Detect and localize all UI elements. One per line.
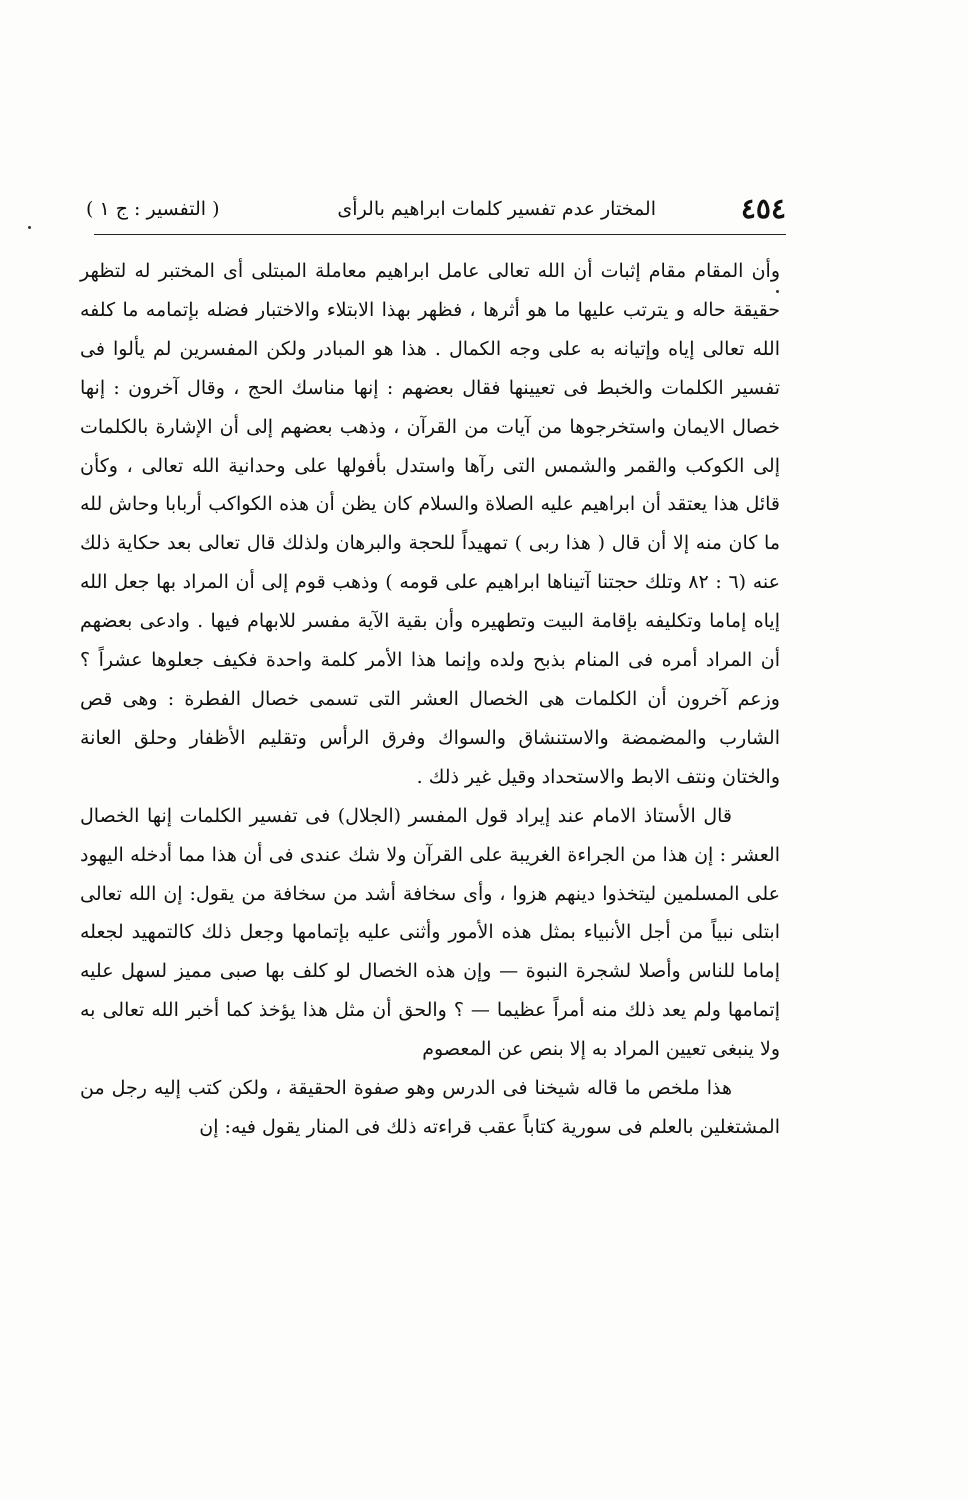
paragraph: هذا ملخص ما قاله شيخنا فى الدرس وهو صفوة الحقيقة ، ولكن كتب إليه رجل من المشتغلين بالعلم فى سورية كتاباً عقب قراءته ذلك فى المنار يقول فيه: إن (80, 1077, 780, 1138)
scan-speck (28, 226, 31, 229)
paragraph: وأن المقام مقام إثبات أن الله تعالى عامل ابراهيم معاملة المبتلى أى المختبر له لتظهر حقيقة حاله و يترتب عليها ما هو أثرها ، فظهر بهذا الابتلاء والاختبار فضله بإتمامه ما كلفه الله تعالى إياه وإتيانه به على وجه الكمال . هذا هو المبادر ولكن المفسرين لم يألوا فى تفسير الكلمات والخبط فى تعيينها فقال بعضهم : إنها مناسك الحج ، وقال آخرون : إنها خصال الايمان واستخرجوها من آيات من القرآن ، وذهب بعضهم إلى أن الإشارة بالكلمات إلى الكوكب والقمر والشمس التى رآها واستدل بأفولها على وحدانية الله تعالى ، وكأن قائل هذا يعتقد أن ابراهيم عليه الصلاة والسلام كان يظن أن هذه الكواكب أربابا وحاش لله ما كان منه إلا أن قال ( هذا ربى ) تمهيداً للحجة والبرهان ولذلك قال تعالى بعد حكاية ذلك عنه (٦ : ٨٢ وتلك حجتنا آتيناها ابراهيم على قومه ) وذهب قوم إلى أن المراد بها جعل الله إياه إماما وتكليفه بإقامة البيت وتطهيره وأن بقية الآية مفسر للابهام فيها . وادعى بعضهم أن المراد أمره فى المنام بذبح ولده وإنما هذا الأمر كلمة واحدة فكيف جعلوها عشراً ؟ وزعم آخرون أن الكلمات هى الخصال العشر التى تسمى خصال الفطرة : وهى قص الشارب والمضمضة والاستنشاق والسواك وفرق الرأس وتقليم الأظفار وحلق العانة والختان ونتف الابط والاستحداد وقيل غير ذلك . (80, 260, 780, 788)
page-number: ٤٥٤ (740, 192, 786, 225)
scan-speck (776, 290, 779, 293)
paragraph: قال الأستاذ الامام عند إيراد قول المفسر (الجلال) فى تفسير الكلمات إنها الخصال العشر : إن هذا من الجراءة الغريبة على القرآن ولا شك عندى فى أن هذا مما أدخله اليهود على المسلمين ليتخذوا دينهم هزوا ، وأى سخافة أشد من سخافة من يقول: إن الله تعالى ابتلى نبياً من أجل الأنبياء بمثل هذه الأمور وأثنى عليه بإتمامها وجعل ذلك كالتمهيد لجعله إماما للناس وأصلا لشجرة النبوة — وإن هذه الخصال لو كلف بها صبى مميز لسهل عليه إتمامها ولم يعد ذلك منه أمراً عظيما — ؟ والحق أن مثل هذا يؤخذ كما أخبر الله تعالى به ولا ينبغى تعيين المراد به إلا بنص عن المعصوم (80, 804, 780, 1061)
section-reference: ( التفسير : ج ١ ) (86, 198, 220, 220)
page-header (86, 192, 786, 232)
body-text (80, 252, 780, 1147)
running-title: المختار عدم تفسير كلمات ابراهيم بالرأى (337, 198, 656, 220)
header-divider (94, 234, 786, 235)
